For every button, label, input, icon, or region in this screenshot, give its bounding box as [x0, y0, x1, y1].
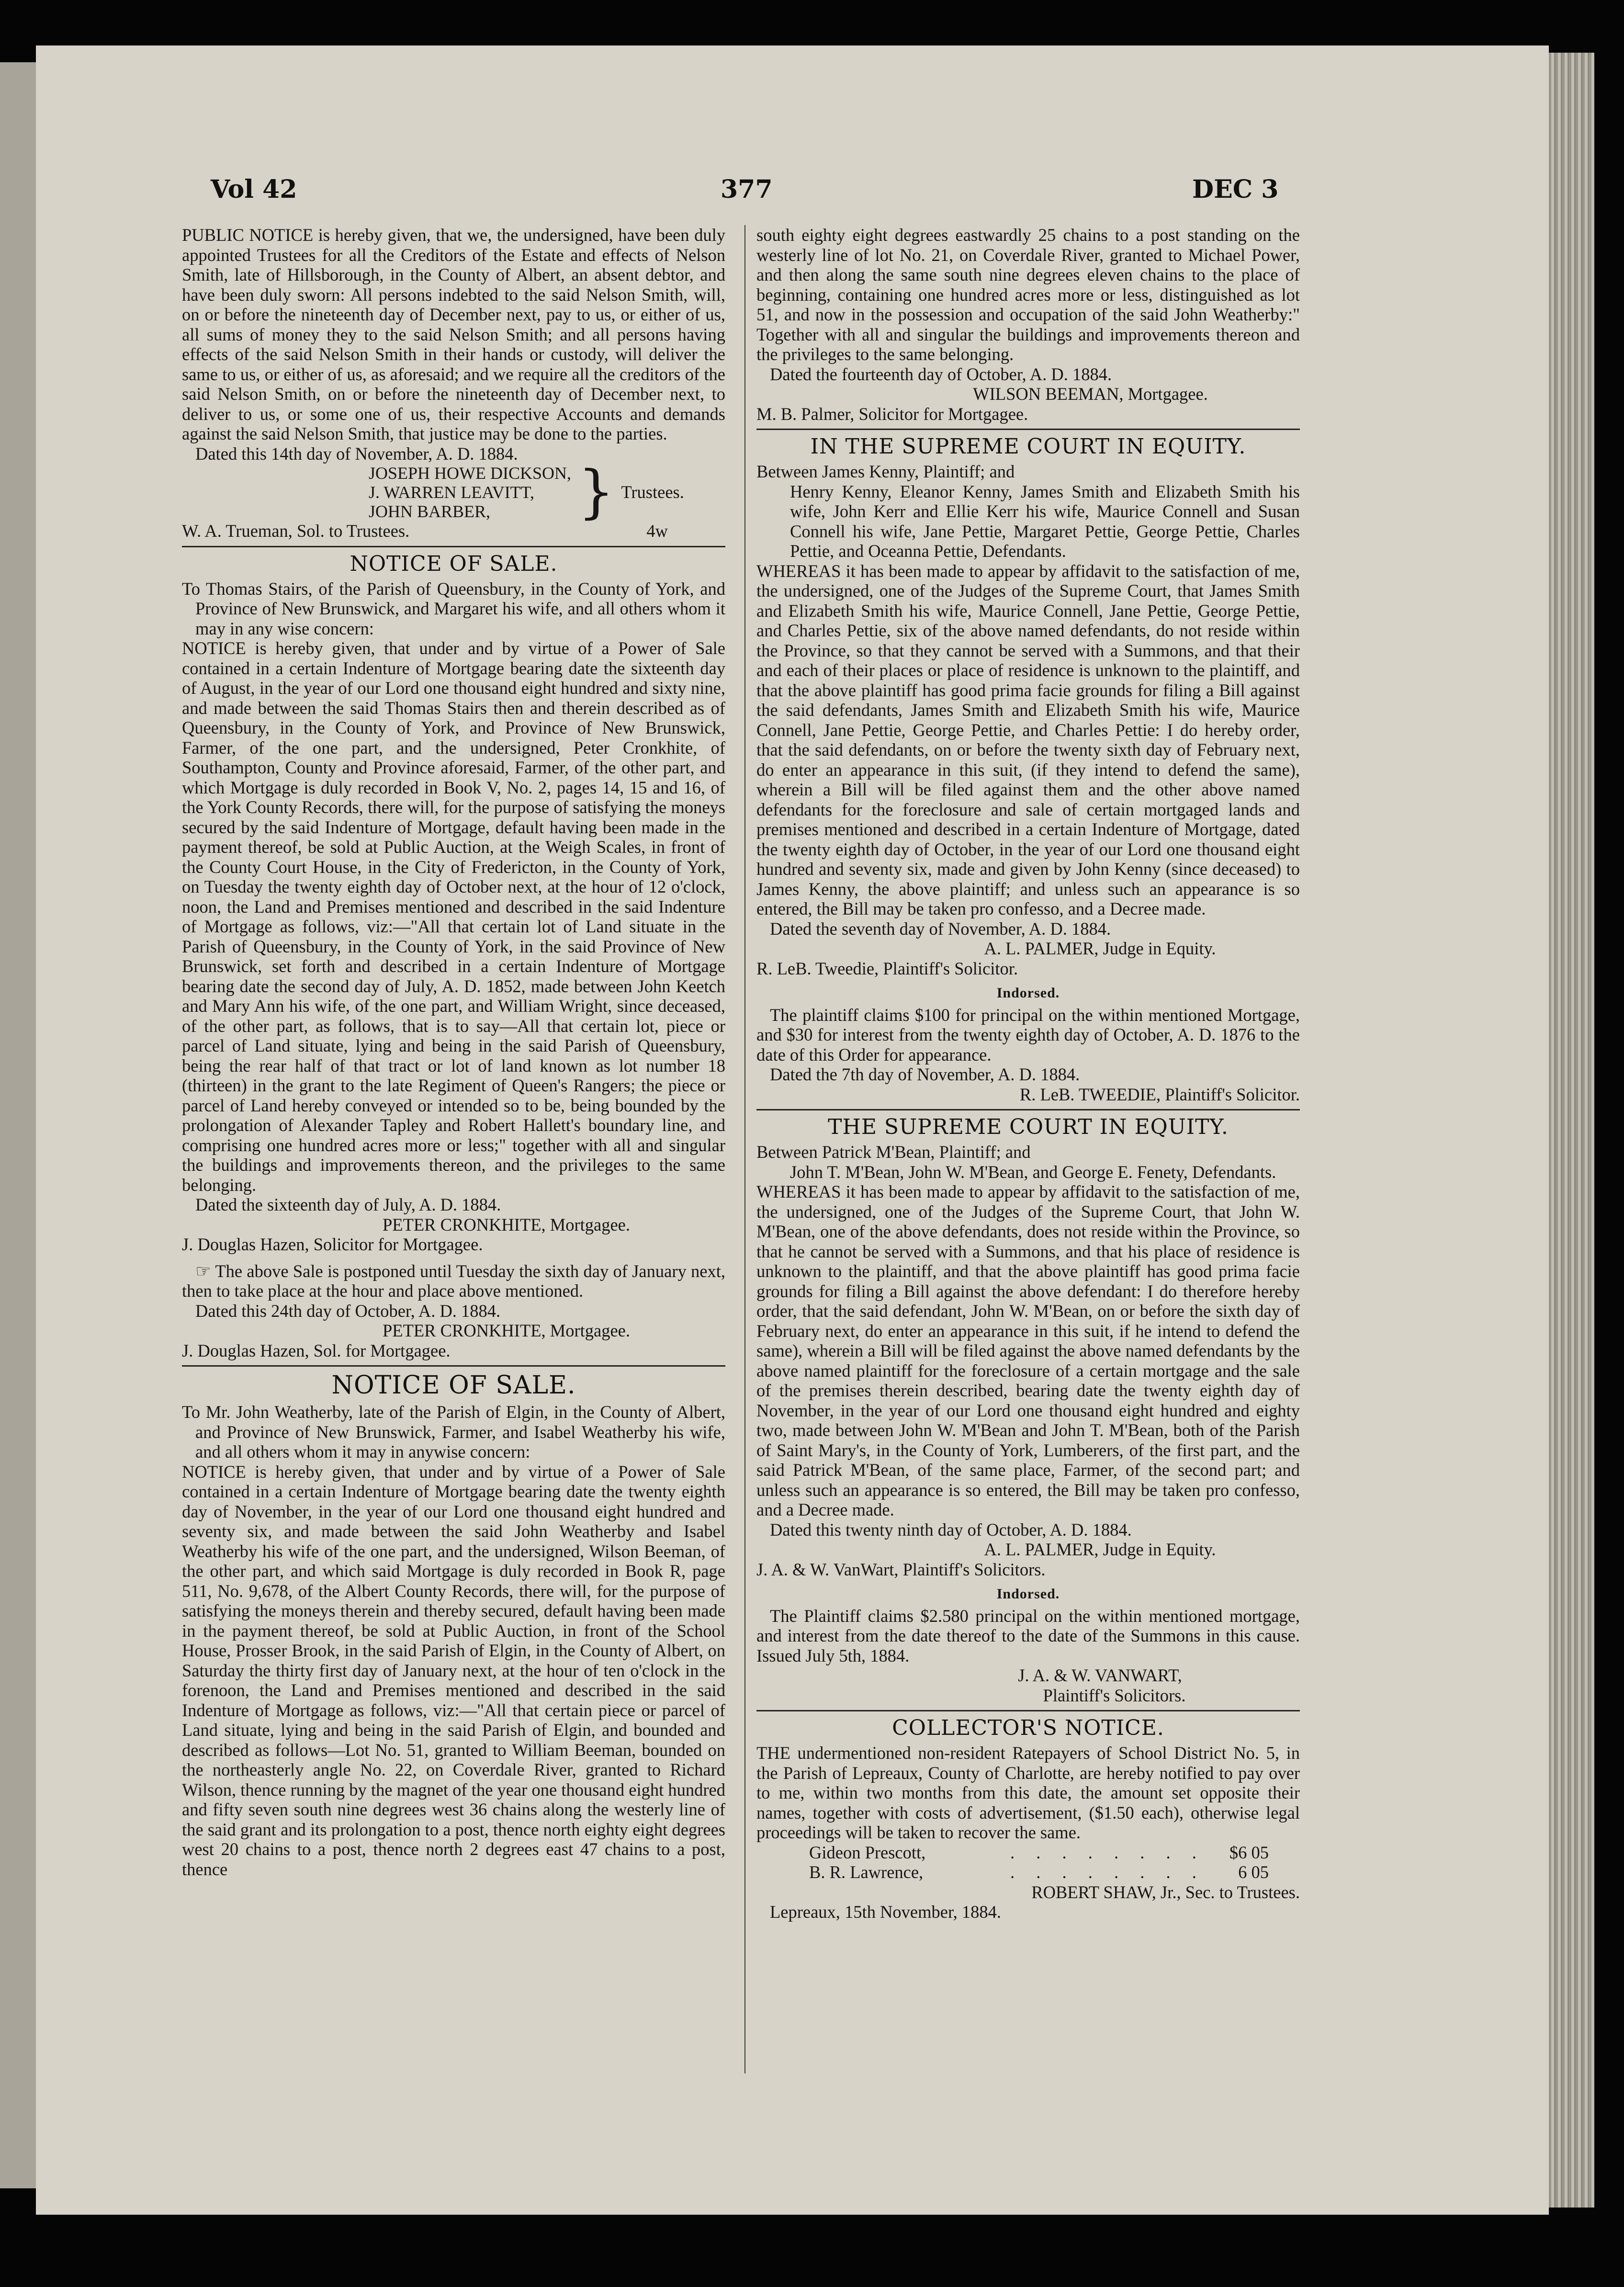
postponement-notice: ☞ The above Sale is postponed until Tuesday the sixth day of January next, then to take place at the hour and place above mentioned. — [182, 1261, 725, 1301]
postponement-dated: Dated this 24th day of October, A. D. 1884. — [195, 1301, 501, 1321]
continued-body: south eighty eight degrees eastwardly 25 chains to a post standing on the westerly line of lot No. 21, on Coverdale River, granted to Michael Power, and then along the same south nine degrees eleven chains to the place of beginning, containing one hundred acres more or less, distinguished as lot 51, and now in the possession and occupation of the said John Weatherby:" Together with all and singular the buildings and improvements thereon and the privileges to the same belonging. — [756, 225, 1300, 364]
trustee-name: J. WARREN LEAVITT, — [369, 483, 534, 502]
mortgagee-signature: PETER CRONKHITE, Mortgagee. — [382, 1321, 630, 1340]
section-rule — [756, 1109, 1300, 1110]
plaintiff-solicitor: R. LeB. Tweedie, Plaintiff's Solicitor. — [756, 958, 1018, 978]
trustees-label: Trustees. — [621, 482, 684, 502]
page-number: 377 — [721, 175, 773, 204]
brace-glyph: } — [578, 459, 615, 525]
equity-mbean — [756, 1114, 1300, 1705]
collectors-notice — [756, 1715, 1300, 1922]
judge-signature: A. L. PALMER, Judge in Equity. — [984, 1540, 1216, 1559]
trustee-name: JOHN BARBER, — [369, 502, 491, 521]
equity-between: Between Patrick M'Bean, Plaintiff; and — [756, 1142, 1031, 1162]
collector-signature: ROBERT SHAW, Jr., Sec. to Trustees. — [1031, 1882, 1300, 1902]
issue-date: DEC 3 — [1192, 175, 1279, 204]
trustees-block — [182, 459, 725, 525]
notice-of-sale-weatherby — [182, 1370, 725, 1879]
collector-body: THE undermentioned non-resident Ratepayers of School District No. 5, in the Parish of Lepreaux, County of Charlotte, are hereby notified to pay over to me, within two months from this date, the amount set opposite their names, together with costs of advertisement, ($1.50 each), otherwise legal proceedings will be taken to recover the same. — [756, 1743, 1300, 1842]
notice-dated: Dated the sixteenth day of July, A. D. 1884. — [195, 1195, 501, 1214]
indorsed-signature-title: Plaintiff's Solicitors. — [1043, 1685, 1186, 1705]
section-rule — [756, 429, 1300, 430]
equity-dated: Dated this twenty ninth day of October, A. D. 1884. — [770, 1519, 1132, 1540]
facing-page-edge — [0, 62, 36, 2188]
ratepayer-amount: $6 05 — [1229, 1842, 1269, 1862]
mortgagee-solicitor: M. B. Palmer, Solicitor for Mortgagee. — [756, 404, 1028, 424]
ratepayer-name: Gideon Prescott, — [809, 1842, 926, 1862]
section-rule — [182, 546, 725, 547]
equity-defendants: John T. M'Bean, John W. M'Bean, and George E. Fenety, Defendants. — [790, 1162, 1276, 1182]
public-notice-body: PUBLIC NOTICE is hereby given, that we, the undersigned, have been duly appointed Trustees for all the Creditors of the Estate and effects of Nelson Smith, late of Hillsborough, in the County of Albert, an absent debtor, and have been duly sworn: All persons indebted to the said Nelson Smith, will, on or before the nineteenth day of December next, pay to us, or either of us, all sums of money they to the said Nelson Smith; and all persons having effects of the said Nelson Smith in their hands or custody, will deliver the same to us, or either of us, as aforesaid; and we require all the creditors of the said Nelson Smith, on or before the nineteenth day of December next, to deliver to us, or some one of us, their respective Accounts and demands against the said Nelson Smith, that justice may be done to the parties. — [182, 225, 725, 443]
mortgagee-solicitor: J. Douglas Hazen, Solicitor for Mortgagee. — [182, 1234, 483, 1254]
public-notice-dated: Dated this 14th day of November, A. D. 1884. — [195, 443, 518, 464]
public-notice-solicitor: W. A. Trueman, Sol. to Trustees. — [182, 521, 410, 541]
equity-body: WHEREAS it has been made to appear by affidavit to the satisfaction of me, the undersigned, one of the Judges of the Supreme Court, that John W. M'Bean, one of the above defendants, does not reside within the Province, so that he cannot be served with a Summons, and that his place of residence is unknown to the plaintiff, and that the above plaintiff has good prima facie grounds for filing a Bill against the above defendant: I do therefore hereby order, that the said defendant, John W. M'Bean, on or before the sixth day of February next, do enter an appearance in this suit, if he intend to defend the same), wherein a Bill will be filed against the above named defendants by the above named plaintiff for the foreclosure of a certain mortgage and the sale of the premises therein described, bearing date the twenty eighth day of November, in the year of our Lord one thousand eight hundred and eighty two, made between John W. M'Bean and John T. M'Bean, both of the Parish of Saint Mary's, in the County of York, Lumberers, of the first part, and the said Patrick M'Bean, of the same place, Farmer, of the second part; and unless such an appearance is so entered, the Bill may be taken pro confesso, and a Decree made. — [756, 1182, 1300, 1519]
leader-dots: . . . . . . . . — [1010, 1862, 1205, 1882]
notice-body: NOTICE is hereby given, that under and by virtue of a Power of Sale contained in a certain Indenture of Mortgage bearing date the twenty eighth day of November, in the year of our Lord one thousand eight hundred and seventy six, and made between the said John Weatherby and Isabel Weatherby his wife of the one part, and the undersigned, Wilson Beeman, of the other part, and which said Mortgage is duly recorded in Book R, page 511, No. 9,678, of the Albert County Records, there will, for the purpose of satisfying the moneys therein and thereby secured, default having been made in the payment thereof, be sold at Public Auction, in front of the School House, Prosser Brook, in the said Parish of Elgin, in the County of Albert, on Saturday the thirty first day of January next, at the hour of ten o'clock in the forenoon, the Land and Premises mentioned and described in the said Indenture of Mortgage as follows, viz:—"All that certain piece or parcel of Land situate, lying and being in the said Parish of Elgin, and bounded and described as follows—Lot No. 51, granted to William Beeman, bounded on the northeasterly angle No. 22, on Coverdale River, granted to Richard Wilson, thence running by the magnet of the year one thousand eight hundred and fifty seven south nine degrees west 36 chains along the westerly line of the said grant and its prolongation to a post, thence north eighty eight degrees west 20 chains to a post, thence north 2 degrees east 47 chains to a post, thence — [182, 1461, 725, 1879]
section-heading: COLLECTOR'S NOTICE. — [892, 1716, 1164, 1740]
notice-address: To Mr. John Weatherby, late of the Parish of Elgin, in the County of Albert, and Province of New Brunswick, Farmer, and Isabel Weatherby his wife, and all others whom it may in anywise concern: — [182, 1402, 725, 1461]
indorsed-label: Indorsed. — [996, 1586, 1060, 1602]
indorsed-signature: J. A. & W. VANWART, — [1018, 1665, 1182, 1685]
trustee-name: JOSEPH HOWE DICKSON, — [369, 464, 572, 483]
ratepayer-row — [756, 1862, 1300, 1882]
public-notice — [182, 225, 725, 541]
section-heading: NOTICE OF SALE. — [331, 1371, 576, 1400]
weatherby-continuation — [756, 225, 1300, 424]
indorsed-body: The Plaintiff claims $2.580 principal on the within mentioned mortgage, and interest from the date thereof to the date of the Summons in this cause. Issued July 5th, 1884. — [756, 1606, 1300, 1665]
indorsed-label: Indorsed. — [996, 985, 1060, 1001]
ratepayer-name: B. R. Lawrence, — [809, 1862, 924, 1882]
ratepayer-amount: 6 05 — [1238, 1862, 1269, 1882]
equity-kenny — [756, 434, 1300, 1104]
section-heading: NOTICE OF SALE. — [350, 551, 558, 576]
continued-dated: Dated the fourteenth day of October, A. D. 1884. — [770, 364, 1112, 384]
notice-body: NOTICE is hereby given, that under and by virtue of a Power of Sale contained in a certain Indenture of Mortgage bearing date the sixteenth day of August, in the year of our Lord one thousand eight hundred and sixty nine, and made between the said Thomas Stairs then and therein described as of Queensbury, in the County of York, and Province of New Brunswick, Farmer, of the one part, and the undersigned, Peter Cronkhite, of Southampton, County and Province aforesaid, Farmer, of the other part, and which Mortgage is duly recorded in Book V, No. 2, pages 14, 15 and 16, of the York County Records, there will, for the purpose of satisfying the moneys secured by the said Indenture of Mortgage, default having been made in the payment thereof, be sold at Public Auction, at the Weigh Scales, in front of the County Court House, in the City of Fredericton, in the County of York, on Tuesday the twenty eighth day of October next, at the hour of 12 o'clock, noon, the Land and Premises mentioned and described in the said Indenture of Mortgage as follows, viz:—"All that certain lot of Land situate in the Parish of Queensbury, in the County of York, in the said Province of New Brunswick, set forth and described in a certain Indenture of Mortgage bearing date the second day of July, A. D. 1852, made between John Keetch and Mary Ann his wife, of the one part, and William Wright, since deceased, of the other part, as follows, that is to say—All that certain lot, piece or parcel of Land situate, lying and being in the said Parish of Queensbury, being the rear half of that tract or lot of land known as lot number 18 (thirteen) in the grant to the late Regiment of Queen's Rangers; the piece or parcel of Land hereby conveyed or intended so to be, being bounded by the prolongation of Alexander Tapley and Robert Hallett's boundary line, and comprising one hundred acres more or less;" together with all and singular the buildings and improvements thereon, and the privileges to the same belonging. — [182, 638, 725, 1195]
indorsed-dated: Dated the 7th day of November, A. D. 1884. — [770, 1064, 1080, 1084]
page-stack-edge — [1549, 53, 1594, 2208]
section-rule — [182, 1365, 725, 1367]
left-column — [182, 225, 725, 1879]
ratepayer-row — [756, 1843, 1300, 1863]
equity-between: Between James Kenny, Plaintiff; and — [756, 462, 1015, 481]
mortgagee-signature: PETER CRONKHITE, Mortgagee. — [382, 1214, 630, 1234]
judge-signature: A. L. PALMER, Judge in Equity. — [984, 939, 1216, 958]
plaintiff-solicitor: J. A. & W. VanWart, Plaintiff's Solicitors. — [756, 1559, 1046, 1579]
mortgagee-signature: WILSON BEEMAN, Mortgagee. — [973, 384, 1208, 404]
right-column — [756, 225, 1300, 1922]
equity-body: WHEREAS it has been made to appear by affidavit to the satisfaction of me, the undersigned, one of the Judges of the Supreme Court, that James Smith and Elizabeth Smith his wife, Maurice Connell, Jane Pettie, George Pettie, and Charles Pettie, six of the above named defendants, do not reside within the Province, so that they cannot be served with a Summons, and that their and each of their places or place of residence is unknown to the plaintiff, and that the above plaintiff has good prima facie grounds for filing a Bill against the said defendants, James Smith and Elizabeth Smith his wife, Maurice Connell, Jane Pettie, George Pettie, and Charles Pettie: I do hereby order, that the said defendants, on or before the twenty sixth day of February next, do enter an appearance in this suit, (if they intend to defend the same), wherein a Bill will be filed against them and the other above named defendants for the foreclosure and sale of certain mortgaged lands and premises mentioned and described in a certain Indenture of Mortgage, dated the twenty eighth day of October, in the year of our Lord one thousand eight hundred and seventy six, made and given by John Kenny (since deceased) to James Kenny, the above plaintiff; and unless such an appearance is so entered, the Bill may be taken pro confesso, and a Decree made. — [756, 561, 1300, 918]
notice-of-sale-stairs — [182, 551, 725, 1361]
leader-dots: . . . . . . . . — [1010, 1842, 1205, 1862]
equity-dated: Dated the seventh day of November, A. D. 1884. — [770, 918, 1111, 939]
mortgagee-solicitor: J. Douglas Hazen, Sol. for Mortgagee. — [182, 1340, 451, 1360]
notice-address: To Thomas Stairs, of the Parish of Queensbury, in the County of York, and Province of New Brunswick, and Margaret his wife, and all others whom it may in any wise concern: — [182, 578, 725, 638]
public-notice-run: 4w — [646, 521, 668, 541]
indorsed-body: The plaintiff claims $100 for principal on the within mentioned Mortgage, and $30 for interest from the twenty eighth day of October, A. D. 1876 to the date of this Order for appearance. — [756, 1005, 1300, 1064]
column-divider — [744, 225, 745, 2073]
section-heading: THE SUPREME COURT IN EQUITY. — [828, 1115, 1229, 1139]
volume-label: Vol 42 — [211, 175, 297, 204]
section-heading: IN THE SUPREME COURT IN EQUITY. — [810, 434, 1246, 459]
indorsed-signature: R. LeB. TWEEDIE, Plaintiff's Solicitor. — [1019, 1084, 1300, 1104]
equity-defendants: Henry Kenny, Eleanor Kenny, James Smith and Elizabeth Smith his wife, John Kerr and Ellie Kerr his wife, Maurice Connell and Susan Connell his wife, Jane Pettie, Margaret Pettie, George Pettie, Charles Pettie, and Oceanna Pettie, Defendants. — [790, 481, 1300, 561]
collector-place-date: Lepreaux, 15th November, 1884. — [770, 1902, 1002, 1922]
section-rule — [756, 1710, 1300, 1711]
